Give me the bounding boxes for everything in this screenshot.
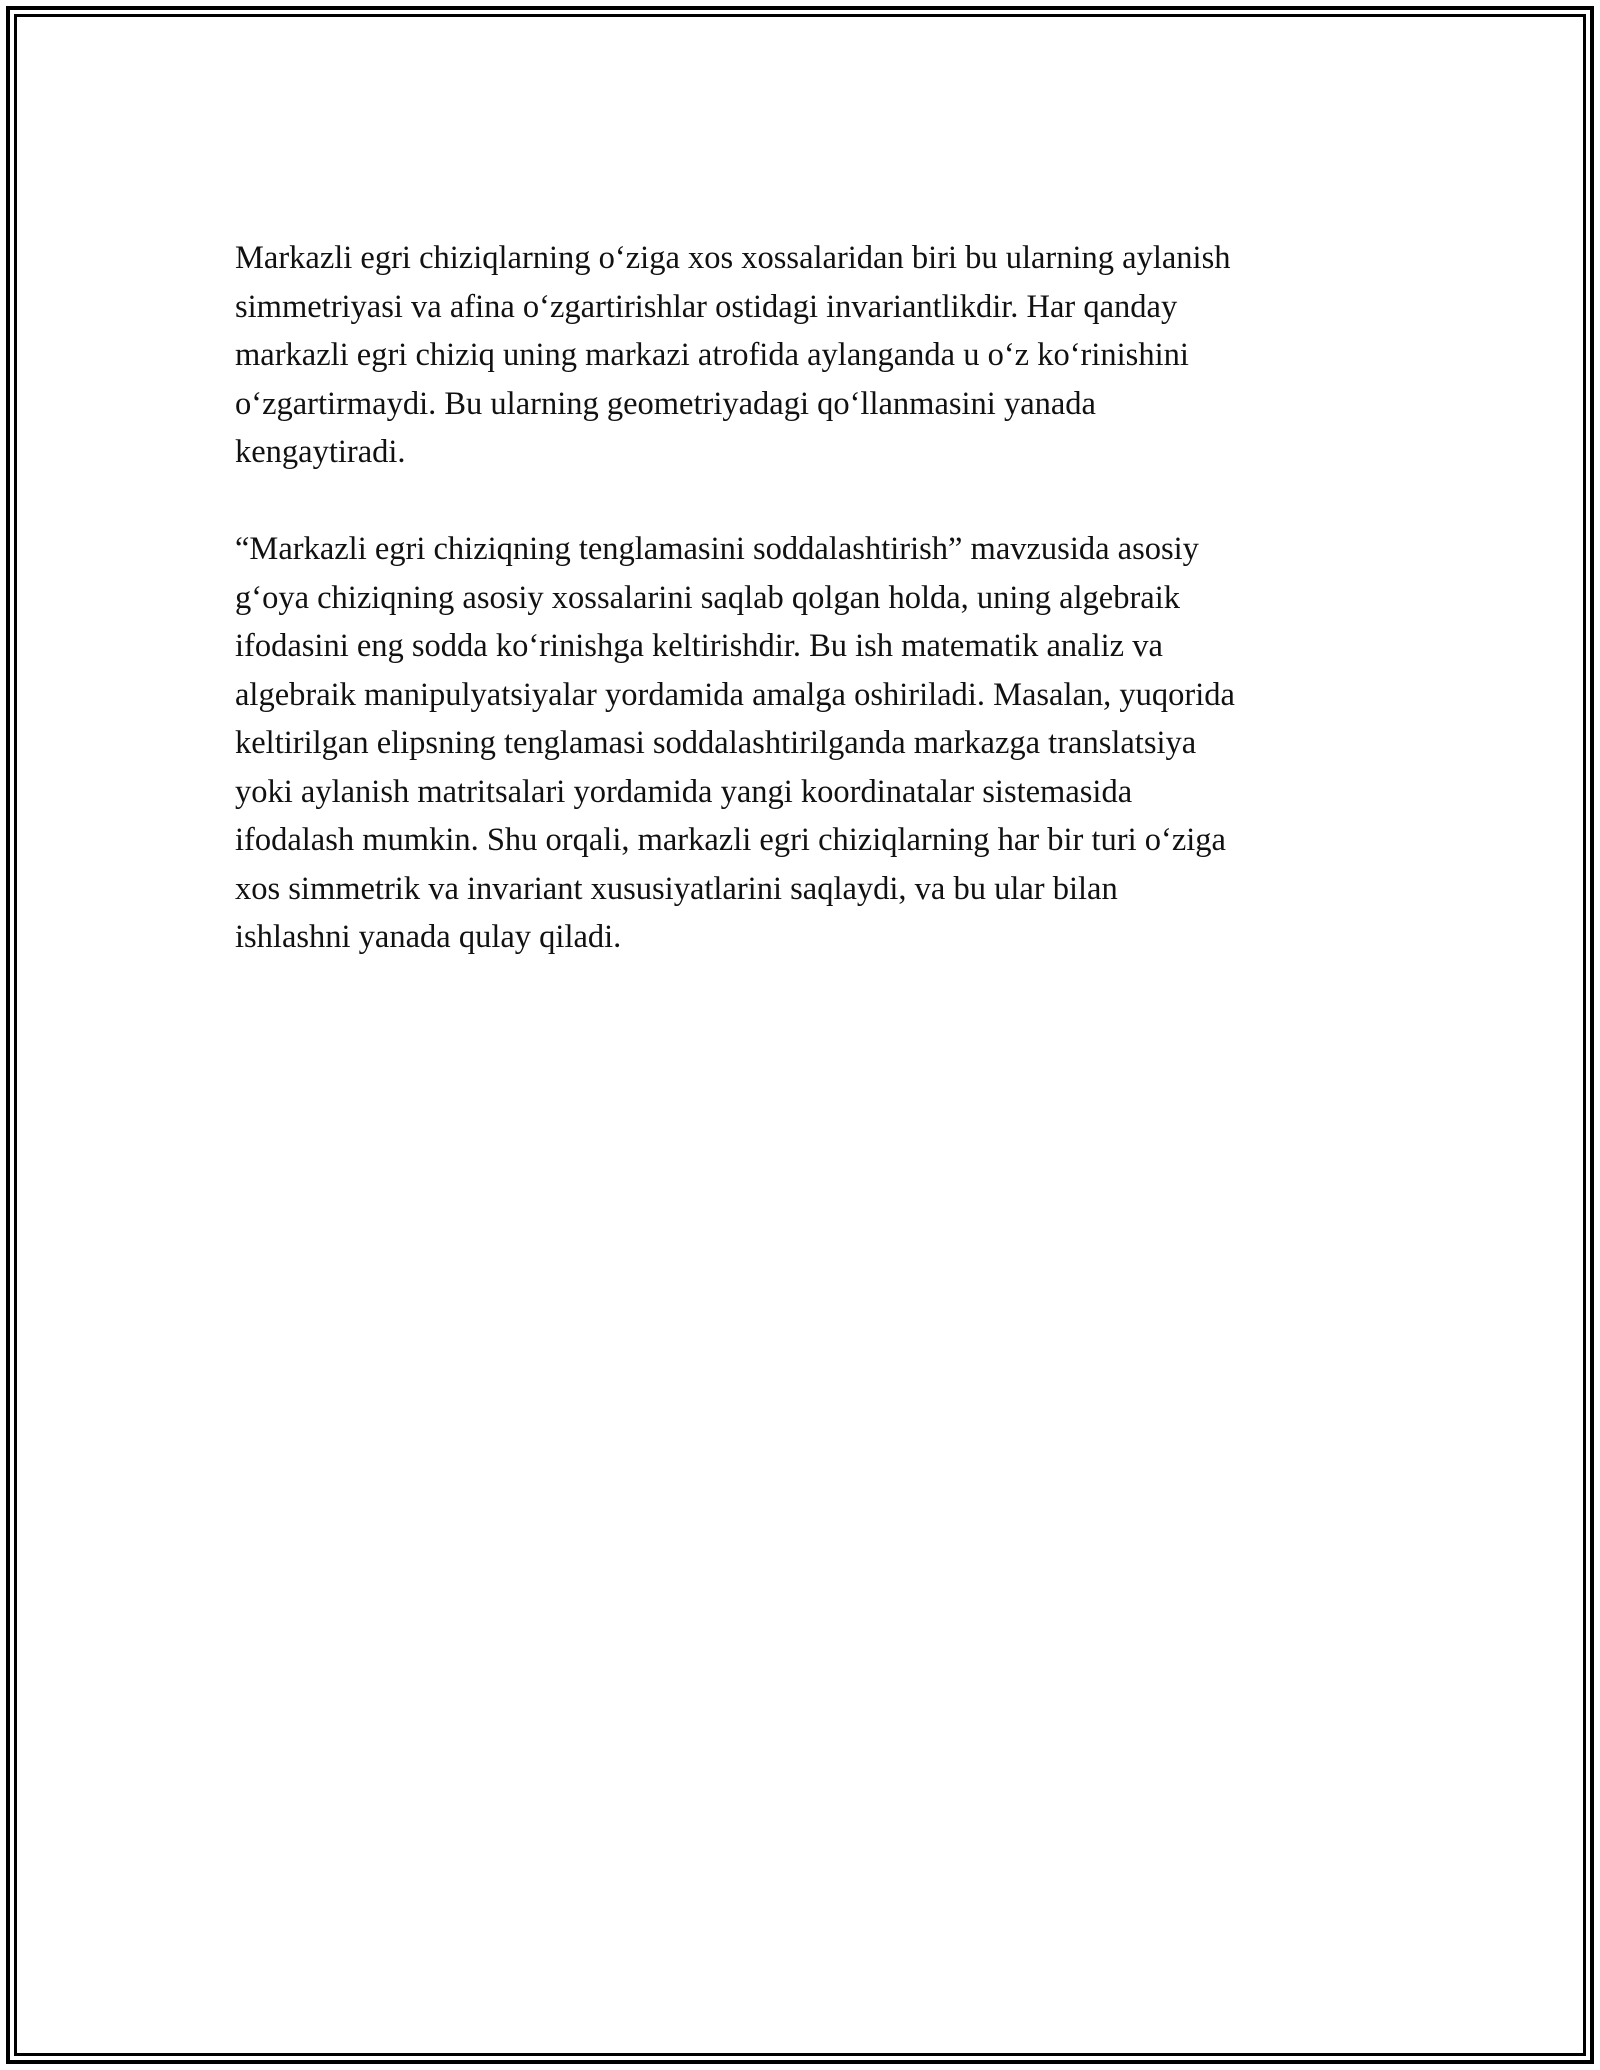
paragraph-1: Markazli egri chiziqlarning o‘ziga xos xossalaridan biri bu ularning aylanish simmetriyasi va afina o‘zgartirishlar ostidagi invariantlikdir. Har qanday markazli egri chiziq uning markazi atrofida aylanganda u o‘z ko‘rinishini o‘zgartirmaydi. Bu ularning geometriyadagi qo‘llanmasini yanada kengaytiradi. [235, 240, 1231, 470]
paragraph-2: “Markazli egri chiziqning tenglamasini soddalashtirish” mavzusida asosiy g‘oya chiziqning asosiy xossalarini saqlab qolgan holda, uning algebraik ifodasini eng sodda ko‘rinishga keltirishdir. Bu ish matematik analiz va algebraik manipulyatsiyalar yordamida amalga oshiriladi. Masalan, yuqorida keltirilgan elipsning tenglamasi soddalashtirilganda markazga translatsiya yoki aylanish matritsalari yordamida yangi koordinatalar sistemasida ifodalash mumkin. Shu orqali, markazli egri chiziqlarning har bir turi o‘ziga xos simmetrik va invariant xususiyatlarini saqlaydi, va bu ular bilan ishlashni yanada qulay qiladi. [235, 531, 1235, 955]
document-body [235, 234, 1375, 962]
